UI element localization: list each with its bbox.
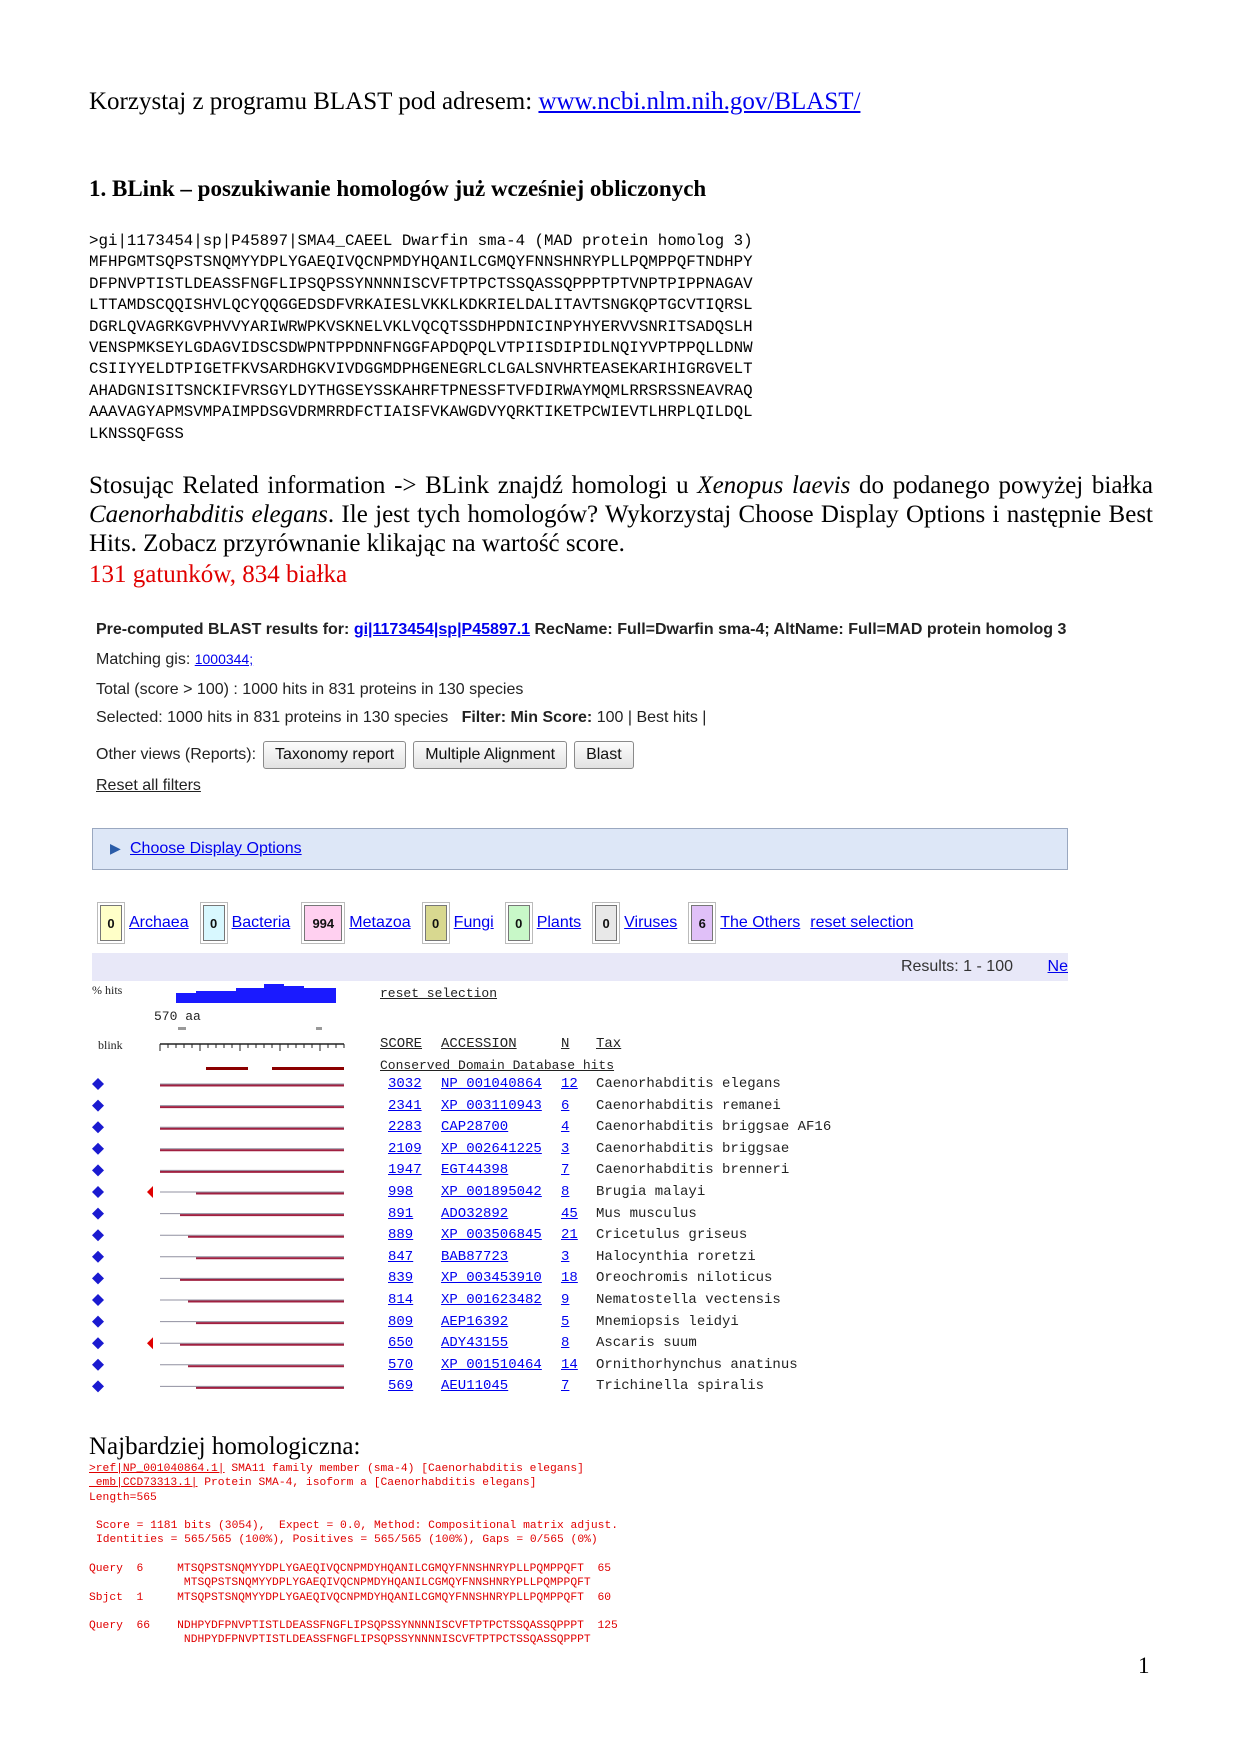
n-link[interactable]: 9 bbox=[561, 1292, 570, 1308]
accession-link[interactable]: NP_001040864 bbox=[441, 1076, 542, 1092]
score-link[interactable]: 2341 bbox=[388, 1097, 422, 1114]
sequence-line: AHADGNISITSNCKIFVRSGYLDYTHGSEYSSKAHRFTPNESSFTVFDIRWAYMQMLRRSRSSNEAVRAQ bbox=[89, 381, 753, 400]
hit-line-2-rest: Protein SMA-4, isoform a [Caenorhabditis elegans] bbox=[197, 1477, 537, 1490]
aa-ruler bbox=[160, 1027, 344, 1044]
kingdom-link-the-others[interactable]: The Others bbox=[720, 914, 801, 931]
page-number: 1 bbox=[1138, 1653, 1150, 1678]
expand-triangle-icon: ▶ bbox=[110, 840, 121, 856]
score-link[interactable]: 809 bbox=[388, 1313, 414, 1330]
accession-link[interactable]: BAB87723 bbox=[441, 1248, 509, 1265]
results-bar bbox=[92, 953, 1068, 981]
hit-line-1-rest: SMA11 family member (sma-4) [Caenorhabditis elegans] bbox=[224, 1463, 584, 1475]
tax-name: Cricetulus griseus bbox=[596, 1227, 748, 1244]
matching-gis-line bbox=[96, 651, 253, 669]
tax-name: Caenorhabditis brenneri bbox=[596, 1162, 790, 1179]
table-row bbox=[380, 1270, 980, 1290]
sequence-line: VENSPMKSEYLGDAGVIDSCSDWPNTPPDNNFNGGFAPDQPQLVTPIISDIPIDLNQIYVPTPPQLLDNW bbox=[89, 339, 753, 358]
answer-text: 131 gatunków, 834 białka bbox=[89, 561, 348, 588]
score-line: Score = 1181 bits (3054), Expect = 0.0, Method: Compositional matrix adjust. bbox=[96, 1520, 619, 1532]
section-heading: 1. BLink – poszukiwanie homologów już wcześniej obliczonych bbox=[89, 176, 707, 201]
intro-line bbox=[89, 88, 860, 116]
kingdom-count-fungi[interactable]: 0 bbox=[425, 905, 447, 941]
accession-link[interactable]: AEP16392 bbox=[441, 1313, 509, 1330]
tax-name: Caenorhabditis elegans bbox=[596, 1076, 781, 1092]
score-link[interactable]: 570 bbox=[388, 1356, 414, 1373]
kingdom-count-the-others[interactable]: 6 bbox=[691, 905, 713, 941]
tax-name: Nematostella vectensis bbox=[596, 1292, 781, 1308]
hit-marker-icon bbox=[147, 1186, 153, 1198]
aa-length-label: 570 aa bbox=[154, 1009, 201, 1024]
top-hit-description bbox=[89, 1462, 584, 1505]
other-views-label: Other views (Reports): bbox=[96, 746, 257, 763]
hit-diamond-icon bbox=[92, 1316, 104, 1328]
taxonomy-report-button[interactable]: Taxonomy report bbox=[263, 741, 406, 769]
accession-link[interactable]: XP_003110943 bbox=[441, 1097, 542, 1114]
tax-name: Ascaris suum bbox=[596, 1335, 697, 1352]
tax-name: Oreochromis niloticus bbox=[596, 1270, 773, 1287]
table-row bbox=[380, 1378, 980, 1398]
tax-header[interactable]: Tax bbox=[596, 1036, 622, 1052]
n-link[interactable]: 3 bbox=[561, 1140, 570, 1157]
hit-ref-link[interactable]: >ref|NP_001040864.1| bbox=[89, 1463, 225, 1475]
hit-diamond-icon bbox=[92, 1229, 104, 1241]
sequence-line: AAAVAGYAPMSVMPAIMPDSGVDRMRRDFCTIAISFVKAWGDVYQRKTIKETPCWIEVTLHRPLQILDQL bbox=[89, 403, 753, 422]
accession-link[interactable]: ADY43155 bbox=[441, 1335, 509, 1352]
sequence-line: DGRLQVAGRKGVPHVVYARIWRWPKVSKNELVKLVQCQTSSDHPDNICINPYHYERVVSNRITSADQSLH bbox=[89, 317, 753, 336]
tax-name: Brugia malayi bbox=[596, 1184, 706, 1200]
n-link[interactable]: 3 bbox=[561, 1248, 570, 1265]
n-header[interactable]: N bbox=[561, 1036, 570, 1052]
n-link[interactable]: 8 bbox=[561, 1184, 570, 1200]
hit-diamond-icon bbox=[92, 1337, 104, 1349]
score-link[interactable]: 1947 bbox=[388, 1162, 422, 1179]
reset-selection-link[interactable]: reset selection bbox=[810, 914, 914, 931]
n-link[interactable]: 12 bbox=[561, 1076, 578, 1092]
hit-emb-link[interactable]: emb|CCD73313.1| bbox=[89, 1477, 198, 1490]
sequence-line: MFHPGMTSQPSTSNQMYYDPLYGAEQIVQCNPMDYHQANILCGMQYFNNSHNRYPLLPQMPPQFTNDHPY bbox=[89, 253, 753, 272]
hit-diamond-icon bbox=[92, 1359, 104, 1371]
hit-diamond-icon bbox=[92, 1121, 104, 1133]
task-text-1: Stosując Related information -> BLink znajdź homologi u bbox=[89, 472, 698, 499]
kingdom-count-plants[interactable]: 0 bbox=[508, 905, 530, 941]
table-row bbox=[380, 1292, 980, 1312]
n-link[interactable]: 6 bbox=[561, 1097, 570, 1114]
sequence-line: LTTAMDSCQQISHVLQCYQQGGEDSDFVRKAIESLVKKLKDKRIELDALITAVTSNGKQPTGCVTIQRSL bbox=[89, 296, 753, 315]
selected-filter-line bbox=[96, 709, 706, 727]
kingdom-link-archaea[interactable]: Archaea bbox=[129, 914, 189, 931]
accession-link[interactable]: XP_002641225 bbox=[441, 1140, 542, 1157]
n-link[interactable]: 45 bbox=[561, 1205, 578, 1222]
kingdom-filters bbox=[100, 905, 913, 941]
matching-gi-link[interactable]: 1000344; bbox=[194, 651, 254, 667]
table-row bbox=[380, 1335, 980, 1355]
score-link[interactable]: 998 bbox=[388, 1184, 414, 1200]
hit-line-1 bbox=[89, 1462, 584, 1476]
blast-url-link[interactable]: www.ncbi.nlm.nih.gov/BLAST/ bbox=[538, 88, 861, 115]
table-row bbox=[380, 1184, 980, 1204]
accession-link[interactable]: XP_001895042 bbox=[441, 1184, 542, 1200]
tax-name: Caenorhabditis briggsae bbox=[596, 1140, 790, 1157]
tax-name: Halocynthia roretzi bbox=[596, 1248, 756, 1265]
table-row bbox=[380, 1314, 980, 1334]
sequence-header: >gi|1173454|sp|P45897|SMA4_CAEEL Dwarfin sma-4 (MAD protein homolog 3) bbox=[89, 232, 753, 250]
hit-diamond-icon bbox=[92, 1164, 104, 1176]
table-row bbox=[380, 1119, 980, 1139]
filter-label: Filter: Min Score: bbox=[461, 709, 593, 726]
accession-link[interactable]: AEU11045 bbox=[441, 1378, 509, 1395]
tax-name: Ornithorhynchus anatinus bbox=[596, 1356, 798, 1373]
filter-rest: 100 | Best hits | bbox=[592, 709, 707, 726]
domain-bar-2 bbox=[272, 1067, 344, 1070]
other-views bbox=[96, 741, 634, 769]
hit-diamond-icon bbox=[92, 1100, 104, 1112]
n-link[interactable]: 14 bbox=[561, 1356, 578, 1373]
kingdom-count-bacteria[interactable]: 0 bbox=[203, 905, 225, 941]
accession-link[interactable]: ADO32892 bbox=[441, 1205, 509, 1222]
hit-diamond-icon bbox=[92, 1294, 104, 1306]
score-link[interactable]: 889 bbox=[388, 1227, 414, 1244]
kingdom-count-metazoa[interactable]: 994 bbox=[304, 905, 342, 941]
ruler-ticks bbox=[160, 1044, 344, 1051]
score-link[interactable]: 3032 bbox=[388, 1076, 422, 1092]
multiple-alignment-button[interactable]: Multiple Alignment bbox=[413, 741, 567, 769]
hit-diamond-icon bbox=[92, 1272, 104, 1284]
alignment-block bbox=[89, 1562, 618, 1647]
hit-lines bbox=[92, 1078, 344, 1392]
kingdom-link-metazoa[interactable]: Metazoa bbox=[349, 914, 411, 931]
table-row bbox=[380, 1076, 980, 1096]
hits-histogram bbox=[176, 984, 336, 1003]
intro-text: Korzystaj z programu BLAST pod adresem: bbox=[89, 88, 539, 115]
reset-all-filters-link[interactable]: Reset all filters bbox=[96, 777, 201, 794]
n-link[interactable]: 7 bbox=[561, 1162, 570, 1179]
accession-header[interactable]: ACCESSION bbox=[441, 1036, 517, 1052]
score-link[interactable]: 2109 bbox=[388, 1140, 422, 1157]
precomp-label: Pre-computed BLAST results for: bbox=[96, 621, 354, 638]
alignment-line: NDHPYDFPNVPTISTLDEASSFNGFLIPSQPSSYNNNNISCVFTPTPCTSSQASSQPPPT bbox=[89, 1634, 591, 1647]
accession-link[interactable]: EGT44398 bbox=[441, 1162, 509, 1179]
alignment-line: Query 6 MTSQPSTSNQMYYDPLYGAEQIVQCNPMDYHQANILCGMQYFNNSHNRYPLLPQMPPQFT 65 bbox=[89, 1563, 612, 1575]
accession-link[interactable]: CAP28700 bbox=[441, 1119, 509, 1136]
precomp-gi-link[interactable]: gi|1173454|sp|P45897.1 bbox=[353, 621, 531, 638]
task-text-3: . Ile jest tych homologów? Wykorzystaj Choose Display Options i następnie Best Hits. Zobacz przyrównanie klikając na wartość score. bbox=[89, 501, 1153, 557]
accession-link[interactable]: XP_001510464 bbox=[441, 1356, 542, 1373]
score-header[interactable]: SCORE bbox=[380, 1036, 423, 1052]
accession-link[interactable]: XP_003506845 bbox=[441, 1227, 542, 1244]
sequence-line: CSIIYYELDTPIGETFKVSARDHGKVIVDGGMDPHGENEGRLCLGALSNVHRTEASEKARIHIGRGVELT bbox=[89, 360, 753, 379]
table-row bbox=[380, 1162, 980, 1182]
tax-name: Mnemiopsis leidyi bbox=[596, 1313, 739, 1330]
alignment-line bbox=[89, 1605, 618, 1619]
results-range: Results: 1 - 100 bbox=[900, 958, 1013, 975]
pct-hits-label: % hits bbox=[92, 983, 123, 997]
table-row bbox=[380, 1227, 980, 1247]
kingdom-link-bacteria[interactable]: Bacteria bbox=[231, 914, 291, 931]
kingdom-count-viruses[interactable]: 0 bbox=[595, 905, 617, 941]
table-row bbox=[380, 1098, 980, 1118]
tax-name: Caenorhabditis briggsae AF16 bbox=[596, 1119, 832, 1136]
precomputed-results-line bbox=[96, 621, 1066, 639]
hit-diamond-icon bbox=[92, 1380, 104, 1392]
selected-text: Selected: 1000 hits in 831 proteins in 130 species bbox=[96, 709, 449, 726]
task-text-2: do podanego powyżej białka bbox=[850, 472, 1153, 499]
score-link[interactable]: 814 bbox=[388, 1292, 414, 1308]
score-link[interactable]: 2283 bbox=[388, 1119, 422, 1136]
precomp-rest: RecName: Full=Dwarfin sma-4; AltName: Full=MAD protein homolog 3 bbox=[530, 621, 1066, 638]
hit-diamond-icon bbox=[92, 1208, 104, 1220]
kingdom-link-fungi[interactable]: Fungi bbox=[453, 914, 494, 931]
task-species-1: Xenopus laevis bbox=[697, 472, 851, 499]
blast-button[interactable]: Blast bbox=[574, 741, 634, 769]
hit-diamond-icon bbox=[92, 1251, 104, 1263]
blink-label: blink bbox=[98, 1038, 123, 1052]
most-homologous-heading: Najbardziej homologiczna: bbox=[89, 1433, 361, 1460]
accession-link[interactable]: XP_003453910 bbox=[441, 1270, 542, 1287]
sequence-lines bbox=[89, 252, 753, 445]
hit-length: Length=565 bbox=[89, 1491, 157, 1504]
n-link[interactable]: 4 bbox=[561, 1119, 570, 1136]
score-link[interactable]: 839 bbox=[388, 1270, 414, 1287]
table-row bbox=[380, 1249, 980, 1269]
sequence-line: DFPNVPTISTLDEASSFNGFLIPSQPSSYNNNNISCVFTPTPCTSSQASSQPPPTPTVNPTPIPPNAGAV bbox=[89, 274, 753, 293]
hit-line-2 bbox=[89, 1476, 584, 1490]
choose-display-options-link[interactable]: Choose Display Options bbox=[130, 840, 302, 857]
kingdom-link-plants[interactable]: Plants bbox=[536, 914, 582, 931]
total-hits-line: Total (score > 100) : 1000 hits in 831 proteins in 130 species bbox=[96, 681, 524, 698]
task-species-2: Caenorhabditis elegans bbox=[89, 501, 328, 528]
score-link[interactable]: 650 bbox=[388, 1335, 414, 1352]
kingdom-link-viruses[interactable]: Viruses bbox=[624, 914, 678, 931]
alignment-line: Sbjct 1 MTSQPSTSNQMYYDPLYGAEQIVQCNPMDYHQANILCGMQYFNNSHNRYPLLPQMPPQFT 60 bbox=[89, 1591, 612, 1604]
hit-marker-icon bbox=[147, 1337, 153, 1349]
score-link[interactable]: 891 bbox=[388, 1205, 414, 1222]
tax-name: Trichinella spiralis bbox=[596, 1378, 765, 1395]
table-row bbox=[380, 1357, 980, 1377]
cdd-hits-link[interactable]: Conserved Domain Database hits bbox=[380, 1058, 615, 1073]
tax-name: Mus musculus bbox=[596, 1205, 697, 1222]
hit-diamond-icon bbox=[92, 1186, 104, 1198]
accession-link[interactable]: XP_001623482 bbox=[441, 1292, 542, 1308]
alignment-line: MTSQPSTSNQMYYDPLYGAEQIVQCNPMDYHQANILCGMQYFNNSHNRYPLLPQMPPQFT bbox=[89, 1577, 591, 1590]
matching-label: Matching gis: bbox=[96, 651, 195, 668]
next-page-link[interactable]: Ne bbox=[1047, 958, 1068, 975]
task-paragraph bbox=[89, 471, 1153, 558]
score-link[interactable]: 847 bbox=[388, 1248, 414, 1265]
hit-diamond-icon bbox=[92, 1143, 104, 1155]
identities-line: Identities = 565/565 (100%), Positives = 565/565 (100%), Gaps = 0/565 (0%) bbox=[96, 1534, 598, 1547]
table-row bbox=[380, 1141, 980, 1161]
n-link[interactable]: 8 bbox=[561, 1335, 570, 1352]
n-link[interactable]: 7 bbox=[561, 1378, 570, 1395]
n-link[interactable]: 18 bbox=[561, 1270, 578, 1287]
n-link[interactable]: 21 bbox=[561, 1227, 578, 1244]
table-row bbox=[380, 1206, 980, 1226]
sequence-line: LKNSSQFGSS bbox=[89, 424, 184, 443]
alignment-line: Query 66 NDHPYDFPNVPTISTLDEASSFNGFLIPSQPSSYNNNNISCVFTPTPCTSSQASSQPPPT 125 bbox=[89, 1619, 618, 1632]
hit-diamond-icon bbox=[92, 1078, 104, 1090]
choose-display-options-bar[interactable] bbox=[92, 828, 1068, 870]
reset-selection-link-2[interactable]: reset selection bbox=[380, 986, 498, 1001]
tax-name: Caenorhabditis remanei bbox=[596, 1097, 781, 1114]
domain-bar-1 bbox=[206, 1067, 248, 1070]
score-link[interactable]: 569 bbox=[388, 1378, 414, 1395]
table-header bbox=[380, 1036, 980, 1056]
protein-sequence bbox=[89, 231, 753, 445]
n-link[interactable]: 5 bbox=[561, 1313, 570, 1330]
kingdom-count-archaea[interactable]: 0 bbox=[100, 905, 122, 941]
score-block bbox=[96, 1519, 618, 1548]
